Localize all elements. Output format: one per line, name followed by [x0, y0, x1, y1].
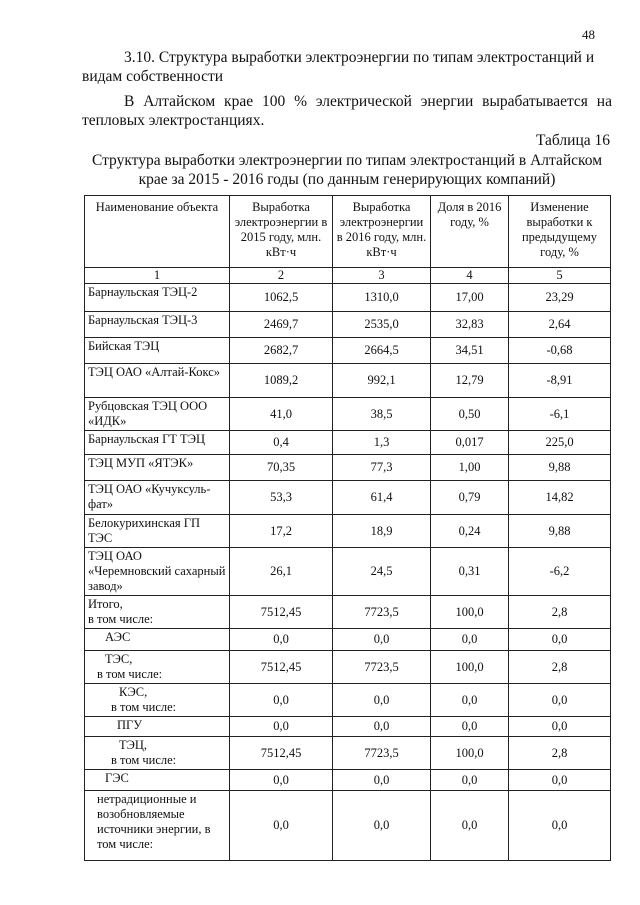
row-name: Барнаульская ГТ ТЭЦ	[85, 431, 230, 455]
nontraditional-change: 0,0	[509, 791, 611, 861]
kes-output-2015: 0,0	[230, 684, 333, 717]
row-share: 0,24	[431, 515, 509, 548]
ges-change: 0,0	[509, 770, 611, 791]
row-share: 32,83	[431, 312, 509, 338]
total-label: Итого,	[88, 597, 123, 611]
row-output-2015: 1062,5	[230, 284, 333, 312]
section-heading-line-1: 3.10. Структура выработки электроэнергии по типам электростанций и	[124, 49, 595, 66]
kes-row	[85, 684, 611, 717]
table-row	[85, 338, 611, 364]
ges-name	[85, 770, 230, 791]
pgu-output-2016: 0,0	[333, 717, 431, 737]
tec-row	[85, 737, 611, 770]
row-output-2016: 1,3	[333, 431, 431, 455]
kes-share: 0,0	[431, 684, 509, 717]
row-output-2015: 2682,7	[230, 338, 333, 364]
row-output-2015: 70,35	[230, 455, 333, 481]
table-row	[85, 515, 611, 548]
row-name: Барнаульская ТЭЦ-3	[85, 312, 230, 338]
row-change: 23,29	[509, 284, 611, 312]
row-name: Барнаульская ТЭЦ-2	[85, 284, 230, 312]
row-share: 0,31	[431, 548, 509, 596]
column-number: 3	[333, 268, 431, 284]
ges-output-2015: 0,0	[230, 770, 333, 791]
ges-label: ГЭС	[105, 771, 129, 785]
row-share: 34,51	[431, 338, 509, 364]
tec-name	[85, 737, 230, 770]
header-output-2015: Выработка электроэнергии в 2015 году, млн. кВт·ч	[230, 196, 333, 268]
row-share: 0,50	[431, 398, 509, 431]
tec-output-2016: 7723,5	[333, 737, 431, 770]
pgu-output-2015: 0,0	[230, 717, 333, 737]
row-output-2015: 1089,2	[230, 364, 333, 398]
tec-sub-label: в том числе:	[111, 753, 177, 767]
row-output-2016: 1310,0	[333, 284, 431, 312]
tes-change: 2,8	[509, 651, 611, 684]
tes-row	[85, 651, 611, 684]
nontraditional-row	[85, 791, 611, 861]
row-name: Рубцовская ТЭЦ ООО «ИДК»	[85, 398, 230, 431]
kes-sub-label: в том числе:	[111, 700, 177, 714]
row-output-2016: 61,4	[333, 481, 431, 515]
intro-paragraph	[82, 92, 612, 130]
ges-output-2016: 0,0	[333, 770, 431, 791]
generation-structure-table	[84, 195, 611, 861]
table-row	[85, 284, 611, 312]
kes-output-2016: 0,0	[333, 684, 431, 717]
section-heading-line-2: видам собственности	[82, 68, 224, 85]
nontraditional-share: 0,0	[431, 791, 509, 861]
row-name: ТЭЦ ОАО «Черемновский сахарный завод»	[85, 548, 230, 596]
pgu-share: 0,0	[431, 717, 509, 737]
table-row	[85, 431, 611, 455]
row-change: -6,2	[509, 548, 611, 596]
row-output-2016: 18,9	[333, 515, 431, 548]
table-row	[85, 481, 611, 515]
row-output-2015: 41,0	[230, 398, 333, 431]
total-name	[85, 596, 230, 629]
header-change: Изменение выработки к предыдущему году, %	[509, 196, 611, 268]
total-output-2015: 7512,45	[230, 596, 333, 629]
row-output-2015: 26,1	[230, 548, 333, 596]
header-object-name: Наименование объекта	[85, 196, 230, 268]
table-caption-line-2: крае за 2015 - 2016 годы (по данным генерирующих компаний)	[138, 171, 556, 188]
total-change: 2,8	[509, 596, 611, 629]
tes-name	[85, 651, 230, 684]
ges-share: 0,0	[431, 770, 509, 791]
row-output-2016: 77,3	[333, 455, 431, 481]
row-name: ТЭЦ МУП «ЯТЭК»	[85, 455, 230, 481]
table-label: Таблица 16	[535, 132, 610, 149]
tes-share: 100,0	[431, 651, 509, 684]
tes-output-2016: 7723,5	[333, 651, 431, 684]
kes-name	[85, 684, 230, 717]
pgu-change: 0,0	[509, 717, 611, 737]
row-output-2016: 2664,5	[333, 338, 431, 364]
aes-row	[85, 629, 611, 651]
tes-sub-label: в том числе:	[97, 667, 163, 681]
nontraditional-output-2015: 0,0	[230, 791, 333, 861]
ges-row	[85, 770, 611, 791]
column-number: 5	[509, 268, 611, 284]
aes-name	[85, 629, 230, 651]
row-output-2015: 0,4	[230, 431, 333, 455]
tes-output-2015: 7512,45	[230, 651, 333, 684]
row-name: ТЭЦ ОАО «Алтай-Кокс»	[85, 364, 230, 398]
total-row	[85, 596, 611, 629]
row-change: 14,82	[509, 481, 611, 515]
table-row	[85, 364, 611, 398]
row-share: 17,00	[431, 284, 509, 312]
row-output-2016: 38,5	[333, 398, 431, 431]
table-header-row	[85, 196, 611, 268]
row-output-2015: 17,2	[230, 515, 333, 548]
header-output-2016: Выработка электроэнергии в 2016 году, млн. кВт·ч	[333, 196, 431, 268]
nontraditional-name: нетрадиционные и возобновляемые источники энергии, в том числе:	[85, 791, 230, 861]
row-change: 9,88	[509, 515, 611, 548]
row-name: Бийская ТЭЦ	[85, 338, 230, 364]
table-caption-line-1: Структура выработки электроэнергии по типам электростанций в Алтайском	[91, 152, 603, 169]
column-number: 2	[230, 268, 333, 284]
column-number: 4	[431, 268, 509, 284]
total-sub-label: в том числе:	[88, 612, 154, 626]
pgu-name: ПГУ	[85, 717, 230, 737]
tec-output-2015: 7512,45	[230, 737, 333, 770]
tec-label: ТЭЦ,	[119, 738, 148, 752]
section-heading	[82, 48, 612, 86]
row-share: 1,00	[431, 455, 509, 481]
row-output-2016: 24,5	[333, 548, 431, 596]
row-change: -6,1	[509, 398, 611, 431]
aes-output-2016: 0,0	[333, 629, 431, 651]
row-share: 0,79	[431, 481, 509, 515]
aes-output-2015: 0,0	[230, 629, 333, 651]
total-output-2016: 7723,5	[333, 596, 431, 629]
row-output-2015: 2469,7	[230, 312, 333, 338]
column-number-row	[85, 268, 611, 284]
row-share: 12,79	[431, 364, 509, 398]
row-change: 225,0	[509, 431, 611, 455]
row-change: -0,68	[509, 338, 611, 364]
row-output-2016: 992,1	[333, 364, 431, 398]
table-row	[85, 548, 611, 596]
tec-change: 2,8	[509, 737, 611, 770]
tes-label: ТЭС,	[105, 652, 133, 666]
row-output-2015: 53,3	[230, 481, 333, 515]
row-change: -8,91	[509, 364, 611, 398]
total-share: 100,0	[431, 596, 509, 629]
aes-change: 0,0	[509, 629, 611, 651]
row-change: 9,88	[509, 455, 611, 481]
row-change: 2,64	[509, 312, 611, 338]
column-number: 1	[85, 268, 230, 284]
page-number: 48	[582, 27, 595, 42]
table-row	[85, 398, 611, 431]
row-name: Белокурихинская ГП ТЭС	[85, 515, 230, 548]
aes-label: АЭС	[105, 630, 131, 644]
tec-share: 100,0	[431, 737, 509, 770]
kes-label: КЭС,	[119, 685, 148, 699]
intro-line-2: тепловых электростанциях.	[82, 112, 265, 129]
row-name: ТЭЦ ОАО «Кучуксуль-фат»	[85, 481, 230, 515]
aes-share: 0,0	[431, 629, 509, 651]
table-row	[85, 455, 611, 481]
row-output-2016: 2535,0	[333, 312, 431, 338]
pgu-row	[85, 717, 611, 737]
intro-line-1: В Алтайском крае 100 % электрической энергии вырабатывается на	[124, 93, 612, 110]
header-share-2016: Доля в 2016 году, %	[431, 196, 509, 268]
row-share: 0,017	[431, 431, 509, 455]
nontraditional-output-2016: 0,0	[333, 791, 431, 861]
table-caption	[82, 151, 612, 189]
table-row	[85, 312, 611, 338]
kes-change: 0,0	[509, 684, 611, 717]
